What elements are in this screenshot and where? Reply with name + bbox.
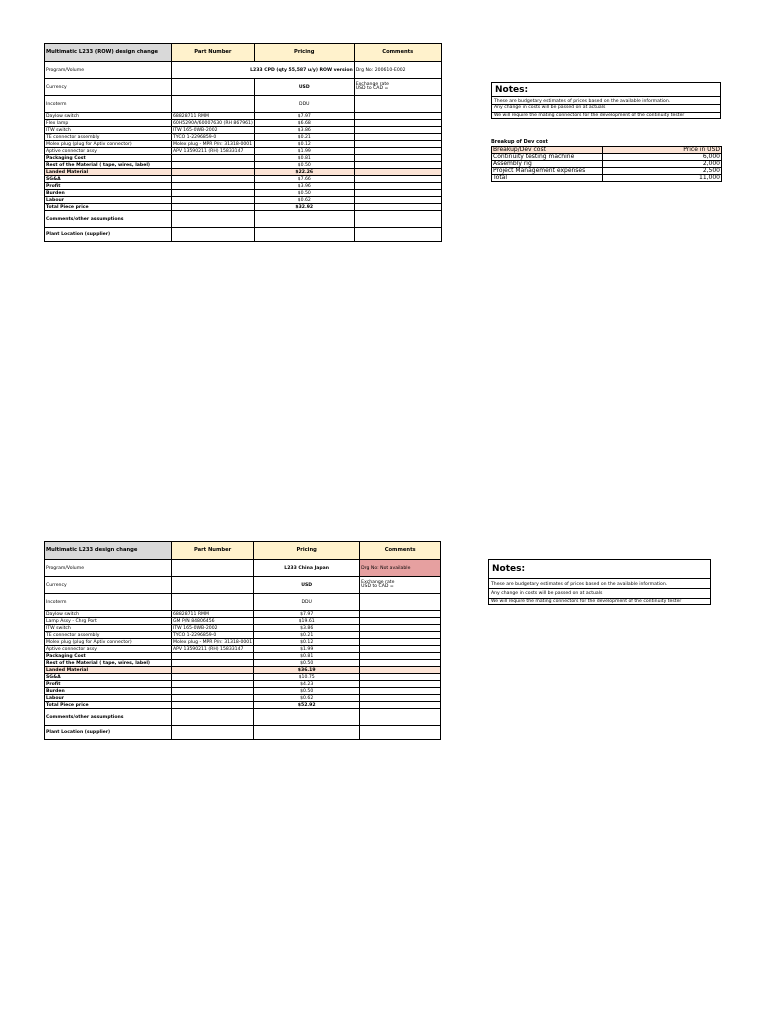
row-label: Burden bbox=[45, 190, 172, 197]
row-comment bbox=[354, 148, 441, 155]
dev-cost-row bbox=[492, 154, 722, 161]
row-comment bbox=[354, 190, 441, 197]
dev-cost-price: 11,000 bbox=[603, 175, 722, 182]
cost-row bbox=[45, 162, 442, 169]
cost-sheet-china-japan bbox=[44, 541, 441, 740]
header-pricing: Pricing bbox=[254, 44, 354, 62]
header-comments: Comments bbox=[360, 542, 441, 560]
dev-cost-label: Continuity testing machine bbox=[492, 154, 603, 161]
header-part-number: Part Number bbox=[172, 44, 255, 62]
row-part-number: 68828711 RMM bbox=[172, 611, 254, 618]
row-label: TE connector assembly bbox=[45, 134, 172, 141]
program-label: Program/Volume bbox=[45, 62, 172, 79]
dev-cost-label: Assembly rig bbox=[492, 161, 603, 168]
cost-row bbox=[45, 183, 442, 190]
row-price: $0.81 bbox=[254, 155, 354, 162]
row-price: $0.12 bbox=[254, 639, 360, 646]
program-label: Program/Volume bbox=[45, 560, 172, 577]
row-part-number bbox=[172, 162, 255, 169]
row-label: ITW switch bbox=[45, 127, 172, 134]
row-price: $0.21 bbox=[254, 134, 354, 141]
row-price: $22.26 bbox=[254, 169, 354, 176]
row-comment bbox=[354, 127, 441, 134]
row-part-number: APV 13590211 (RH) 15833147 bbox=[172, 646, 254, 653]
row-price: $0.50 bbox=[254, 162, 354, 169]
row-label: ITW switch bbox=[45, 625, 172, 632]
row-comment bbox=[360, 695, 441, 702]
header-pricing: Pricing bbox=[254, 542, 360, 560]
row-part-number bbox=[172, 176, 255, 183]
notes-line: These are budgetary estimates of prices based on the available information. bbox=[491, 96, 721, 105]
row-comment bbox=[354, 162, 441, 169]
cost-row bbox=[45, 681, 441, 688]
row-label: Burden bbox=[45, 688, 172, 695]
row-part-number bbox=[172, 688, 254, 695]
dev-cost-price: 2,000 bbox=[603, 161, 722, 168]
cost-row bbox=[45, 660, 441, 667]
dev-head-label: Breakup/Dev cost bbox=[492, 147, 603, 154]
row-comment bbox=[360, 653, 441, 660]
row-label: TE connector assembly bbox=[45, 632, 172, 639]
row-comment bbox=[360, 639, 441, 646]
row-part-number: Molex plug - MPR P/n: 31318-0001 bbox=[173, 639, 253, 645]
row-part-number bbox=[172, 674, 254, 681]
cost-row bbox=[45, 667, 441, 674]
row-part-number bbox=[172, 667, 254, 674]
row-label: Packaging Cost bbox=[45, 155, 172, 162]
cost-row bbox=[45, 134, 442, 141]
dev-cost-price: 6,000 bbox=[603, 154, 722, 161]
row-comment bbox=[354, 169, 441, 176]
cost-row bbox=[45, 155, 442, 162]
cost-row bbox=[45, 169, 442, 176]
program-value: L233 CPD (qty 55,587 u/y) ROW version bbox=[172, 62, 355, 79]
dev-cost-label: Total bbox=[492, 175, 603, 182]
row-label: Profit bbox=[45, 183, 172, 190]
incoterm-label: Incoterm bbox=[45, 96, 172, 113]
row-price: $10.75 bbox=[254, 674, 360, 681]
row-label: Profit bbox=[45, 681, 172, 688]
dev-head-price: Price in USD bbox=[603, 147, 722, 154]
row-price: $0.50 bbox=[254, 688, 360, 695]
row-label: Labour bbox=[45, 197, 172, 204]
row-comment bbox=[360, 688, 441, 695]
row-comment bbox=[354, 141, 441, 148]
currency-label: Currency bbox=[45, 79, 172, 96]
row-label: Daylow switch bbox=[45, 611, 172, 618]
cost-row bbox=[45, 120, 442, 127]
row-price: $1.99 bbox=[254, 148, 354, 155]
header-description: Multimatic L233 (ROW) design change bbox=[45, 44, 172, 62]
row-comment bbox=[354, 176, 441, 183]
row-part-number bbox=[172, 169, 255, 176]
row-price: $7.97 bbox=[254, 113, 354, 120]
cost-row bbox=[45, 148, 442, 155]
cost-row bbox=[45, 611, 441, 618]
row-comment bbox=[360, 646, 441, 653]
row-price: $0.50 bbox=[254, 660, 360, 667]
row-label: Molex plug (plug for Aptiv connector) bbox=[45, 141, 172, 148]
row-label: Rest of the Material ( tape, wires, label) bbox=[45, 660, 172, 667]
row-comment bbox=[360, 611, 441, 618]
row-part-number: TYCO 1-2296859-0 bbox=[172, 134, 255, 141]
row-comment bbox=[360, 618, 441, 625]
row-comment bbox=[354, 204, 441, 211]
cost-row bbox=[45, 632, 441, 639]
row-comment bbox=[360, 702, 441, 709]
comments-label: Comments/other assumptions bbox=[45, 709, 172, 726]
row-part-number bbox=[172, 204, 255, 211]
row-part-number: 60H5290A/60007630 (RH 867961) bbox=[173, 120, 253, 126]
notes-line: Any change in costs will be passed on at actuals bbox=[491, 105, 721, 112]
row-part-number bbox=[172, 653, 254, 660]
row-label: Aptive connector assy bbox=[45, 646, 172, 653]
cost-row bbox=[45, 190, 442, 197]
cost-row bbox=[45, 688, 441, 695]
row-part-number: TYCO 1-2296859-0 bbox=[172, 632, 254, 639]
row-label: Daylow switch bbox=[45, 113, 172, 120]
row-price: $0.81 bbox=[254, 653, 360, 660]
program-comment: Drg No: Not available bbox=[360, 560, 441, 577]
row-part-number bbox=[172, 660, 254, 667]
row-label: Total Piece price bbox=[45, 702, 172, 709]
cost-row bbox=[45, 639, 441, 646]
row-label: Total Piece price bbox=[45, 204, 172, 211]
cost-row bbox=[45, 653, 441, 660]
currency-label: Currency bbox=[45, 577, 172, 594]
cost-row bbox=[45, 674, 441, 681]
row-label: Molex plug (plug for Aptiv connector) bbox=[45, 639, 172, 646]
notes-line: We will require the mating connectors for the development of the continuity tester bbox=[491, 112, 721, 119]
row-comment bbox=[360, 625, 441, 632]
row-comment bbox=[354, 134, 441, 141]
notes-line: We will require the mating connectors for the development of the continuity tester bbox=[488, 598, 711, 605]
row-part-number bbox=[172, 695, 254, 702]
notes-line: These are budgetary estimates of prices based on the available information. bbox=[488, 578, 711, 589]
row-part-number bbox=[172, 197, 255, 204]
row-part-number bbox=[172, 183, 255, 190]
row-price: $3.86 bbox=[254, 127, 354, 134]
row-label: Lamp Assy - Chrg Port bbox=[45, 618, 172, 625]
row-comment bbox=[360, 660, 441, 667]
row-comment bbox=[360, 681, 441, 688]
notes-panel-china-japan bbox=[488, 559, 711, 605]
row-comment bbox=[360, 667, 441, 674]
row-comment bbox=[360, 632, 441, 639]
cost-row bbox=[45, 113, 442, 120]
row-price: $19.61 bbox=[254, 618, 360, 625]
header-comments: Comments bbox=[354, 44, 441, 62]
row-price: $4.23 bbox=[254, 681, 360, 688]
row-price: $0.62 bbox=[254, 197, 354, 204]
row-price: $3.96 bbox=[254, 183, 354, 190]
header-part-number: Part Number bbox=[172, 542, 254, 560]
row-price: $3.86 bbox=[254, 625, 360, 632]
dev-cost-table bbox=[491, 139, 722, 182]
row-price: $0.12 bbox=[254, 141, 354, 148]
row-label: Aptive connector assy bbox=[45, 148, 172, 155]
cost-row bbox=[45, 695, 441, 702]
notes-panel-row bbox=[491, 82, 721, 119]
plant-location-label: Plant Location (supplier) bbox=[45, 228, 172, 242]
row-price: $0.50 bbox=[254, 190, 354, 197]
notes-title: Notes: bbox=[491, 82, 721, 96]
currency-value: USD bbox=[254, 79, 354, 96]
row-part-number: APV 13590211 (RH) 15833147 bbox=[172, 148, 255, 155]
row-part-number: Molex plug - MPR P/n: 31318-0001 bbox=[172, 141, 255, 148]
row-price: $7.97 bbox=[254, 611, 360, 618]
row-comment bbox=[354, 113, 441, 120]
row-price: $32.92 bbox=[254, 204, 354, 211]
cost-row bbox=[45, 204, 442, 211]
cost-row bbox=[45, 646, 441, 653]
incoterm-value: DDU bbox=[254, 594, 360, 611]
row-price: $36.19 bbox=[254, 667, 360, 674]
cost-row bbox=[45, 127, 442, 134]
dev-cost-price: 2,500 bbox=[603, 168, 722, 175]
plant-location-label: Plant Location (supplier) bbox=[45, 726, 172, 740]
currency-comment: Exchange rate USD to CAD = bbox=[354, 79, 441, 96]
row-comment bbox=[354, 183, 441, 190]
dev-cost-row bbox=[492, 168, 722, 175]
row-label: Packaging Cost bbox=[45, 653, 172, 660]
row-part-number: 68828711 RMM bbox=[172, 113, 255, 120]
row-part-number bbox=[172, 681, 254, 688]
cost-row bbox=[45, 197, 442, 204]
row-price: $7.66 bbox=[254, 176, 354, 183]
row-part-number: ITW 165-0WB-2002 bbox=[172, 625, 254, 632]
program-comment: Drg No: 200610-E002 bbox=[354, 62, 441, 79]
row-part-number bbox=[172, 190, 255, 197]
row-price: $1.99 bbox=[254, 646, 360, 653]
cost-row bbox=[45, 176, 442, 183]
dev-cost-caption: Breakup of Dev cost bbox=[491, 139, 548, 145]
row-part-number: ITW 165-0WB-2002 bbox=[172, 127, 255, 134]
notes-title: Notes: bbox=[488, 559, 711, 578]
row-part-number bbox=[172, 702, 254, 709]
row-price: $52.92 bbox=[254, 702, 360, 709]
dev-cost-row bbox=[492, 161, 722, 168]
row-label: Labour bbox=[45, 695, 172, 702]
program-value: L233 China Japan bbox=[254, 560, 360, 577]
incoterm-value: DDU bbox=[254, 96, 354, 113]
comments-label: Comments/other assumptions bbox=[45, 211, 172, 228]
row-part-number bbox=[172, 155, 255, 162]
row-label: SG&A bbox=[45, 674, 172, 681]
cost-table-row bbox=[44, 43, 442, 242]
row-label: Flex lamp bbox=[45, 120, 172, 127]
row-price: $0.62 bbox=[254, 695, 360, 702]
dev-cost-label: Project Management expenses bbox=[492, 168, 603, 175]
cost-row bbox=[45, 618, 441, 625]
row-label: Landed Material bbox=[45, 667, 172, 674]
currency-comment: Exchange rate USD to CAD = bbox=[360, 577, 441, 594]
row-price: $0.21 bbox=[254, 632, 360, 639]
row-label: Rest of the Material ( tape, wires, label) bbox=[45, 162, 172, 169]
row-comment bbox=[360, 674, 441, 681]
incoterm-label: Incoterm bbox=[45, 594, 172, 611]
row-label: Landed Material bbox=[45, 169, 172, 176]
row-comment bbox=[354, 197, 441, 204]
cost-table-china-japan bbox=[44, 541, 441, 740]
notes-line: Any change in costs will be passed on at actuals bbox=[488, 589, 711, 598]
header-description: Multimatic L233 design change bbox=[45, 542, 172, 560]
cost-row bbox=[45, 141, 442, 148]
cost-row bbox=[45, 625, 441, 632]
row-price: $6.68 bbox=[254, 120, 354, 127]
row-part-number: GM P/N 84806456 bbox=[172, 618, 254, 625]
row-label: SG&A bbox=[45, 176, 172, 183]
cost-sheet-row bbox=[44, 43, 442, 242]
cost-row bbox=[45, 702, 441, 709]
row-comment bbox=[354, 155, 441, 162]
row-comment bbox=[354, 120, 441, 127]
dev-cost-row bbox=[492, 175, 722, 182]
currency-value: USD bbox=[254, 577, 360, 594]
